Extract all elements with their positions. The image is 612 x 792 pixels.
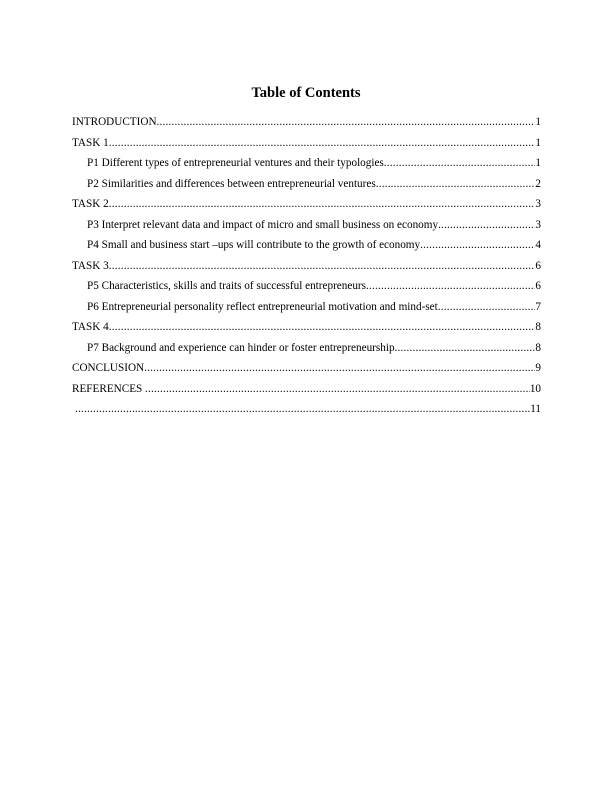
toc-list <box>72 112 541 420</box>
toc-entry-text: P4 Small and business start –ups will contribute to the growth of economy <box>87 239 421 251</box>
toc-page-number: 2 <box>535 177 541 190</box>
toc-page-number: 6 <box>535 280 541 292</box>
toc-dot-leader <box>438 215 535 236</box>
toc-dot-leader <box>157 112 536 133</box>
toc-dot-leader <box>145 379 530 400</box>
toc-entry-text: TASK 2 <box>72 198 109 210</box>
toc-page-number: 3 <box>535 218 541 231</box>
toc-entry-text: TASK 1 <box>72 136 109 149</box>
toc-dot-leader <box>438 297 536 318</box>
toc-page-number: 9 <box>535 362 541 374</box>
toc-entry-text: P2 Similarities and differences between entrepreneurial ventures <box>87 177 376 190</box>
toc-entry-p5[interactable] <box>72 276 541 297</box>
toc-entry-text: INTRODUCTION <box>72 116 157 128</box>
toc-entry-text: P6 Entrepreneurial personality reflect entrepreneurial motivation and mind-set <box>87 300 438 313</box>
toc-entry-task-1[interactable] <box>72 133 541 154</box>
toc-entry-p7[interactable] <box>72 338 541 359</box>
toc-dot-leader <box>75 399 530 420</box>
toc-entry-text: TASK 4 <box>72 321 109 333</box>
toc-dot-leader <box>376 174 536 195</box>
toc-page-number: 1 <box>535 116 541 128</box>
toc-page-number: 1 <box>535 136 541 149</box>
toc-dot-leader <box>109 133 536 154</box>
toc-entry-text: P7 Background and experience can hinder or foster entrepreneurship <box>87 341 395 354</box>
toc-entry-p4[interactable] <box>72 235 541 256</box>
toc-dot-leader <box>109 317 536 338</box>
toc-dot-leader <box>144 358 535 379</box>
toc-entry-p3[interactable] <box>72 215 541 236</box>
toc-entry-untitled[interactable] <box>72 399 541 420</box>
toc-dot-leader <box>395 338 536 359</box>
toc-entry-text: P1 Different types of entrepreneurial ventures and their typologies <box>87 157 384 169</box>
toc-title: Table of Contents <box>251 85 361 101</box>
toc-dot-leader <box>109 256 536 277</box>
toc-page-number: 7 <box>535 300 541 313</box>
toc-dot-leader <box>384 153 536 174</box>
toc-entry-task-4[interactable] <box>72 317 541 338</box>
toc-page-number: 1 <box>535 157 541 169</box>
toc-page-number: 4 <box>535 239 541 251</box>
toc-dot-leader <box>366 276 535 297</box>
toc-page-number: 6 <box>535 259 541 272</box>
toc-page-number: 3 <box>535 198 541 210</box>
toc-entry-introduction[interactable] <box>72 112 541 133</box>
toc-entry-p6[interactable] <box>72 297 541 318</box>
toc-entry-text: TASK 3 <box>72 259 109 272</box>
toc-entry-references[interactable] <box>72 379 541 400</box>
toc-entry-text: CONCLUSION <box>72 362 145 374</box>
toc-page-number: 11 <box>530 403 541 415</box>
toc-dot-leader <box>420 235 535 256</box>
toc-entry-conclusion[interactable] <box>72 358 541 379</box>
toc-entry-text: P3 Interpret relevant data and impact of micro and small business on economy <box>87 218 439 231</box>
toc-entry-p1[interactable] <box>72 153 541 174</box>
toc-page-number: 8 <box>535 341 541 354</box>
toc-entry-task-2[interactable] <box>72 194 541 215</box>
toc-page-number: 10 <box>529 382 541 395</box>
toc-page-number: 8 <box>535 321 541 333</box>
toc-entry-task-3[interactable] <box>72 256 541 277</box>
toc-dot-leader <box>109 194 536 215</box>
toc-entry-text: REFERENCES <box>72 382 146 395</box>
toc-entry-text: P5 Characteristics, skills and traits of successful entrepreneurs <box>87 280 366 292</box>
toc-entry-p2[interactable] <box>72 174 541 195</box>
